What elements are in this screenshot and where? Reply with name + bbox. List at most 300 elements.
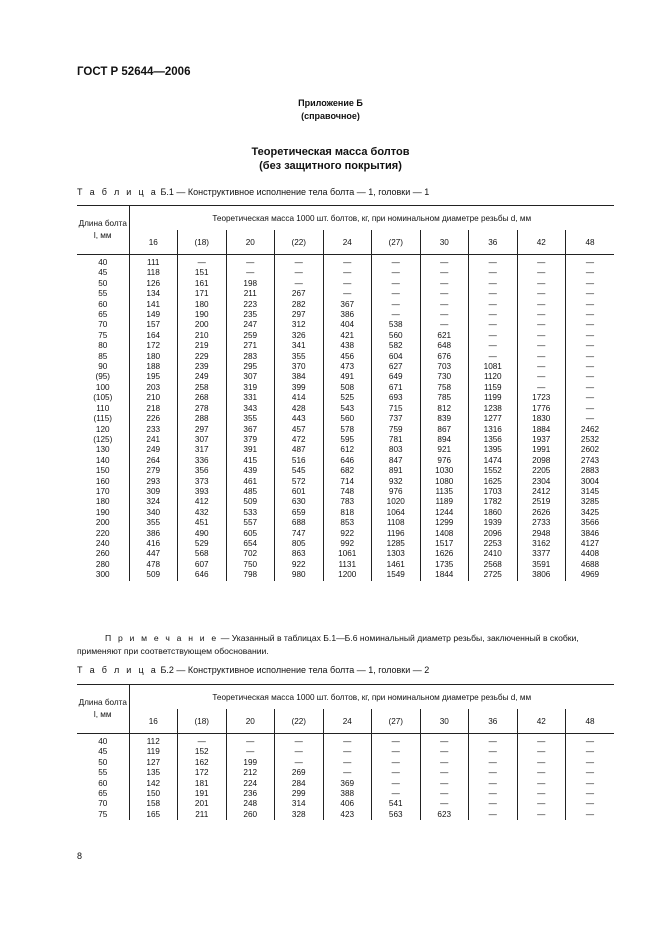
mass-cell: 3145 (580, 486, 600, 496)
length-cell: 40 (77, 258, 129, 268)
table-row (77, 508, 614, 518)
mass-cell: 1108 (372, 518, 421, 528)
mass-cell: 2532 (580, 434, 600, 444)
mass-cell: 428 (275, 404, 324, 414)
mass-cell: — (517, 737, 566, 747)
mass-cell: — (517, 320, 566, 330)
mass-cell: — (469, 747, 518, 757)
length-cell: 300 (77, 570, 129, 580)
mass-cell: — (420, 279, 469, 289)
mass-cell: — (420, 320, 469, 330)
diameter-header: (27) (372, 230, 421, 255)
mass-cell: — (517, 362, 566, 372)
mass-cell: 1474 (469, 456, 518, 466)
mass-cell: 355 (275, 352, 324, 362)
mass-cell: — (323, 768, 372, 778)
mass-cell: — (226, 258, 275, 268)
mass-cell: 812 (420, 404, 469, 414)
diameter-header: 48 (566, 230, 615, 255)
mass-cell: — (585, 310, 595, 320)
mass-cell: — (585, 809, 595, 819)
length-cell: (105) (77, 393, 129, 403)
diameter-header: 48 (566, 709, 615, 734)
mass-cell: 369 (323, 779, 372, 789)
mass-cell: 1625 (469, 477, 518, 487)
mass-cell: 1064 (372, 508, 421, 518)
mass-cell: 341 (275, 341, 324, 351)
mass-cell: 393 (178, 487, 227, 497)
mass-cell: 328 (275, 810, 324, 820)
table-row (77, 320, 614, 330)
mass-cell: 158 (129, 799, 178, 809)
table-row (77, 383, 614, 393)
mass-cell: 648 (420, 341, 469, 351)
mass-cell: 1937 (517, 435, 566, 445)
mass-cell: — (372, 779, 421, 789)
mass-cell: 509 (129, 570, 178, 580)
mass-cell: — (585, 362, 595, 372)
table1-caption-text: Б.1 — Конструктивное исполнение тела болта — 1, головки — 1 (158, 187, 430, 197)
mass-cell: — (585, 320, 595, 330)
table-row (77, 518, 614, 528)
mass-cell: 783 (323, 497, 372, 507)
mass-cell: 355 (129, 518, 178, 528)
mass-cell: 992 (323, 539, 372, 549)
mass-cell: — (517, 799, 566, 809)
table1-caption (77, 187, 429, 197)
mass-cell: 391 (226, 445, 275, 455)
mass-cell: 623 (420, 810, 469, 820)
mass-cell: — (372, 768, 421, 778)
mass-cell: 758 (420, 383, 469, 393)
mass-cell: 572 (275, 477, 324, 487)
mass-cell: 211 (226, 289, 275, 299)
table-row (77, 570, 614, 580)
mass-cell: 2412 (517, 487, 566, 497)
mass-cell: 439 (226, 466, 275, 476)
mass-cell: — (275, 258, 324, 268)
length-header: Длина болта l, мм (77, 685, 129, 734)
mass-cell: 863 (275, 549, 324, 559)
mass-cell: — (585, 330, 595, 340)
mass-cell: 126 (129, 279, 178, 289)
diameter-header: 16 (129, 230, 178, 255)
mass-cell: 2568 (469, 560, 518, 570)
mass-cell: 190 (178, 310, 227, 320)
diameter-header: 20 (226, 709, 275, 734)
mass-cell: — (585, 768, 595, 778)
table-row (77, 310, 614, 320)
length-cell: 50 (77, 279, 129, 289)
mass-cell: 472 (275, 435, 324, 445)
mass-cell: 271 (226, 341, 275, 351)
length-cell: 90 (77, 362, 129, 372)
table-row (77, 497, 614, 507)
mass-cell: 688 (275, 518, 324, 528)
mass-cell: 649 (372, 372, 421, 382)
mass-cell: 416 (129, 539, 178, 549)
mass-cell: — (372, 300, 421, 310)
mass-cell: 604 (372, 352, 421, 362)
mass-cell: 201 (178, 799, 227, 809)
mass-cell: 4408 (580, 549, 600, 559)
mass-cell: — (420, 768, 469, 778)
mass-cell: 847 (372, 456, 421, 466)
diameter-header: 20 (226, 230, 275, 255)
table-row (77, 747, 614, 757)
mass-cell: 1061 (323, 549, 372, 559)
mass-cell: 1277 (469, 414, 518, 424)
mass-cell: — (420, 258, 469, 268)
mass-cell: — (372, 747, 421, 757)
length-cell: 60 (77, 300, 129, 310)
mass-cell: 181 (178, 779, 227, 789)
mass-cell: 1303 (372, 549, 421, 559)
mass-cell: 2410 (469, 549, 518, 559)
mass-cell: 1244 (420, 508, 469, 518)
mass-cell: — (585, 778, 595, 788)
mass-cell: 239 (178, 362, 227, 372)
table-row (77, 362, 614, 372)
mass-cell: 1200 (323, 570, 372, 580)
mass-cell: 578 (323, 425, 372, 435)
mass-cell: 568 (178, 549, 227, 559)
mass-cell: — (517, 768, 566, 778)
mass-cell: 798 (226, 570, 275, 580)
mass-cell: 2725 (469, 570, 518, 580)
mass-cell: — (585, 351, 595, 361)
mass-cell: — (420, 289, 469, 299)
mass-cell: 1196 (372, 529, 421, 539)
table-row (77, 435, 614, 445)
mass-cell: 461 (226, 477, 275, 487)
mass-cell: 805 (275, 539, 324, 549)
mass-cell: 224 (226, 779, 275, 789)
mass-cell: 299 (275, 789, 324, 799)
mass-cell: 473 (323, 362, 372, 372)
mass-cell: 693 (372, 393, 421, 403)
table-row (77, 487, 614, 497)
mass-cell: 447 (129, 549, 178, 559)
mass-cell: — (323, 737, 372, 747)
mass-cell: 529 (178, 539, 227, 549)
mass-cell: 1735 (420, 560, 469, 570)
mass-cell: 384 (275, 372, 324, 382)
table2-caption-text: Б.2 — Конструктивное исполнение тела болта — 1, головки — 2 (158, 665, 430, 675)
mass-cell: 210 (178, 331, 227, 341)
length-cell: 200 (77, 518, 129, 528)
table-row (77, 477, 614, 487)
mass-cell: — (469, 758, 518, 768)
mass-cell: 2098 (517, 456, 566, 466)
mass-cell: 509 (226, 497, 275, 507)
length-cell: 70 (77, 320, 129, 330)
mass-cell: 1552 (469, 466, 518, 476)
length-cell: 55 (77, 768, 129, 778)
mass-cell: 307 (226, 372, 275, 382)
mass-cell: 386 (129, 529, 178, 539)
mass-cell: 703 (420, 362, 469, 372)
table-row (77, 393, 614, 403)
mass-cell: 3591 (517, 560, 566, 570)
mass-cell: 533 (226, 508, 275, 518)
mass-cell: 1131 (323, 560, 372, 570)
mass-cell: 324 (129, 497, 178, 507)
table-row (77, 414, 614, 424)
mass-cell: 141 (129, 300, 178, 310)
mass-cell: 516 (275, 456, 324, 466)
mass-cell: 373 (178, 477, 227, 487)
mass-cell: 1020 (372, 497, 421, 507)
mass-cell: 326 (275, 331, 324, 341)
length-cell: 80 (77, 341, 129, 351)
mass-cell: — (178, 737, 227, 747)
length-cell: 280 (77, 560, 129, 570)
mass-cell: 2733 (517, 518, 566, 528)
mass-cell: — (420, 268, 469, 278)
mass-cell: 386 (323, 310, 372, 320)
mass-cell: 759 (372, 425, 421, 435)
diameter-header: (27) (372, 709, 421, 734)
length-cell: 190 (77, 508, 129, 518)
diameter-header: 16 (129, 709, 178, 734)
table1-body (77, 255, 614, 581)
mass-cell: 582 (372, 341, 421, 351)
table-row (77, 789, 614, 799)
mass-cell: 3285 (580, 497, 600, 507)
mass-cell: — (585, 393, 595, 403)
mass-cell: 211 (178, 810, 227, 820)
mass-cell: — (420, 310, 469, 320)
mass-cell: 922 (275, 560, 324, 570)
mass-cell: 119 (129, 747, 178, 757)
length-cell: 220 (77, 529, 129, 539)
mass-cell: — (517, 300, 566, 310)
mass-cell: 218 (129, 404, 178, 414)
table-row (77, 352, 614, 362)
mass-cell: 627 (372, 362, 421, 372)
diameter-header: 36 (469, 709, 518, 734)
mass-cell: 457 (275, 425, 324, 435)
mass-cell: 891 (372, 466, 421, 476)
mass-cell: 278 (178, 404, 227, 414)
table-row (77, 737, 614, 747)
mass-cell: 748 (323, 487, 372, 497)
length-cell: (125) (77, 435, 129, 445)
diameter-header: (18) (178, 230, 227, 255)
mass-cell: — (323, 747, 372, 757)
mass-cell: 976 (420, 456, 469, 466)
length-cell: 50 (77, 758, 129, 768)
length-cell: 75 (77, 810, 129, 820)
mass-cell: 557 (226, 518, 275, 528)
mass-cell: 258 (178, 383, 227, 393)
mass-cell: — (275, 737, 324, 747)
mass-cell: — (517, 372, 566, 382)
length-cell: 150 (77, 466, 129, 476)
mass-cell: 134 (129, 289, 178, 299)
mass-cell: 747 (275, 529, 324, 539)
table-row (77, 758, 614, 768)
mass-cell: 282 (275, 300, 324, 310)
mass-cell: 1884 (517, 425, 566, 435)
mass-cell: 267 (275, 289, 324, 299)
mass-cell: — (372, 258, 421, 268)
table-row (77, 768, 614, 778)
diameter-header-row (77, 709, 614, 734)
mass-cell: — (585, 414, 595, 424)
mass-cell: 839 (420, 414, 469, 424)
mass-cell: 1120 (469, 372, 518, 382)
mass-cell: 451 (178, 518, 227, 528)
mass-cell: 317 (178, 445, 227, 455)
mass-cell: 249 (178, 372, 227, 382)
mass-cell: 4127 (580, 538, 600, 548)
mass-cell: 432 (178, 508, 227, 518)
mass-cell: 399 (275, 383, 324, 393)
length-cell: 55 (77, 289, 129, 299)
mass-cell: 297 (178, 425, 227, 435)
mass-cell: — (372, 758, 421, 768)
mass-cell: 605 (226, 529, 275, 539)
mass-cell: 157 (129, 320, 178, 330)
mass-cell: — (323, 268, 372, 278)
mass-cell: 247 (226, 320, 275, 330)
mass-cell: 111 (129, 258, 178, 268)
mass-cell: 236 (226, 789, 275, 799)
mass-cell: 601 (275, 487, 324, 497)
mass-cell: — (323, 289, 372, 299)
mass-cell: 563 (372, 810, 421, 820)
mass-cell: 152 (178, 747, 227, 757)
mass-cell: 3846 (580, 528, 600, 538)
mass-cell: 478 (129, 560, 178, 570)
mass-cell: 233 (129, 425, 178, 435)
table-row (77, 539, 614, 549)
mass-cell: — (517, 268, 566, 278)
mass-cell: 1238 (469, 404, 518, 414)
mass-cell: 142 (129, 779, 178, 789)
table-row (77, 289, 614, 299)
mass-cell: 343 (226, 404, 275, 414)
mass-cell: — (420, 789, 469, 799)
mass-cell: — (517, 779, 566, 789)
mass-cell: — (585, 747, 595, 757)
mass-cell: 702 (226, 549, 275, 559)
mass-cell: 164 (129, 331, 178, 341)
mass-cell: 293 (129, 477, 178, 487)
mass-cell: 1135 (420, 487, 469, 497)
mass-cell: 714 (323, 477, 372, 487)
table2-body (77, 734, 614, 821)
mass-cell: 135 (129, 768, 178, 778)
mass-cell: 295 (226, 362, 275, 372)
diameter-header: 24 (323, 709, 372, 734)
table-row (77, 372, 614, 382)
mass-cell: 818 (323, 508, 372, 518)
mass-cell: 921 (420, 445, 469, 455)
table2 (77, 684, 614, 820)
mass-cell: — (275, 758, 324, 768)
mass-cell: 545 (275, 466, 324, 476)
mass-cell: 423 (323, 810, 372, 820)
mass-cell: — (517, 747, 566, 757)
diameter-header: 42 (517, 709, 566, 734)
mass-cell: — (275, 747, 324, 757)
appendix-label: Приложение Б (298, 98, 363, 108)
mass-cell: 456 (323, 352, 372, 362)
mass-cell: 4969 (580, 570, 600, 580)
mass-cell: 803 (372, 445, 421, 455)
length-cell: 45 (77, 268, 129, 278)
table1 (77, 205, 614, 581)
mass-cell: 235 (226, 310, 275, 320)
mass-cell: — (372, 268, 421, 278)
mass-cell: — (517, 331, 566, 341)
length-cell: 240 (77, 539, 129, 549)
mass-cell: 279 (129, 466, 178, 476)
length-header: Длина болта l, мм (77, 206, 129, 255)
mass-cell: 2205 (517, 466, 566, 476)
mass-cell: 229 (178, 352, 227, 362)
mass-cell: 340 (129, 508, 178, 518)
mass-cell: 538 (372, 320, 421, 330)
mass-cell: 367 (323, 300, 372, 310)
mass-cell: 1517 (420, 539, 469, 549)
length-cell: 120 (77, 425, 129, 435)
mass-cell: 1030 (420, 466, 469, 476)
length-cell: 260 (77, 549, 129, 559)
mass-cell: 607 (178, 560, 227, 570)
mass-cell: 2096 (469, 529, 518, 539)
mass-cell: 414 (275, 393, 324, 403)
mass-cell: 180 (129, 352, 178, 362)
mass-cell: 149 (129, 310, 178, 320)
table-row (77, 779, 614, 789)
table-row (77, 456, 614, 466)
mass-cell: — (517, 810, 566, 820)
mass-cell: 595 (323, 435, 372, 445)
table2-caption-label: Т а б л и ц а (77, 665, 158, 675)
mass-cell: — (517, 758, 566, 768)
mass-cell: 491 (323, 372, 372, 382)
mass-cell: 2743 (580, 455, 600, 465)
mass-cell: 288 (178, 414, 227, 424)
mass-cell: 404 (323, 320, 372, 330)
mass-cell: 1703 (469, 487, 518, 497)
mass-cell: 1461 (372, 560, 421, 570)
mass-cell: 264 (129, 456, 178, 466)
mass-cell: 319 (226, 383, 275, 393)
mass-cell: 406 (323, 799, 372, 809)
length-cell: 75 (77, 331, 129, 341)
table-row (77, 268, 614, 278)
mass-cell: 541 (372, 799, 421, 809)
mass-cell: — (517, 383, 566, 393)
mass-header: Теоретическая масса 1000 шт. болтов, кг, при номинальном диаметре резьбы d, мм (129, 685, 614, 710)
mass-cell: 210 (129, 393, 178, 403)
mass-cell: 171 (178, 289, 227, 299)
mass-cell: — (469, 789, 518, 799)
mass-cell: 223 (226, 300, 275, 310)
mass-cell: 682 (323, 466, 372, 476)
table-row (77, 300, 614, 310)
length-cell: 180 (77, 497, 129, 507)
mass-cell: 412 (178, 497, 227, 507)
mass-cell: — (469, 289, 518, 299)
page-title: Теоретическая масса болтов (251, 146, 410, 158)
mass-cell: 3377 (517, 549, 566, 559)
